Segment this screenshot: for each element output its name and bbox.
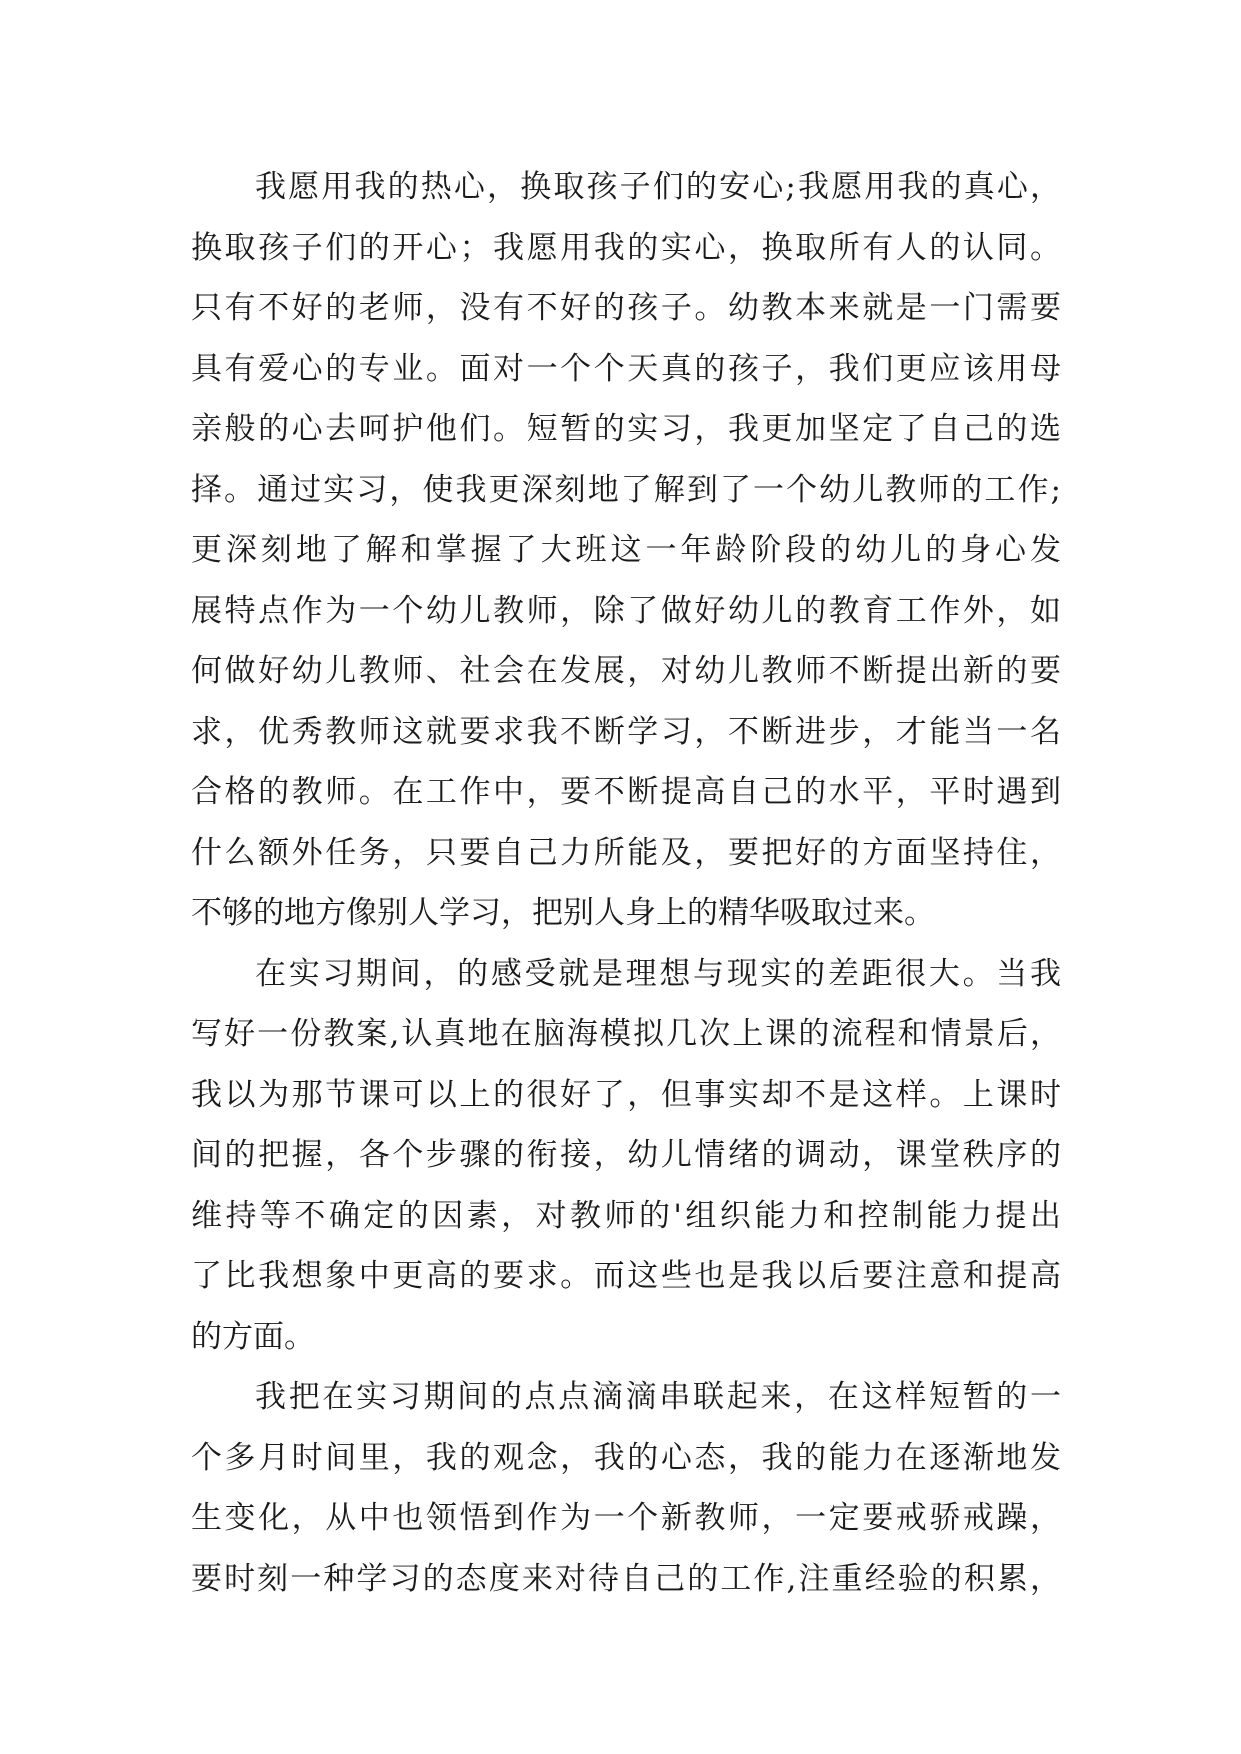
text-line: 维持等不确定的因素，对教师的'组织能力和控制能力提出 [191, 1197, 1061, 1234]
text-line: 要时刻一种学习的态度来对待自己的工作,注重经验的积累， [191, 1560, 1061, 1597]
text-line: 的方面。 [191, 1318, 315, 1355]
text-line: 间的把握，各个步骤的衔接，幼儿情绪的调动，课堂秩序的 [191, 1137, 1061, 1173]
text-line: 亲般的心去呵护他们。短暂的实习，我更加坚定了自己的选 [191, 411, 1061, 447]
text-line: 求，优秀教师这就要求我不断学习，不断进步，才能当一名 [191, 713, 1061, 750]
text-line: 生变化，从中也领悟到作为一个新教师，一定要戒骄戒躁， [191, 1500, 1061, 1536]
text-line: 写好一份教案,认真地在脑海模拟几次上课的流程和情景后， [191, 1016, 1061, 1052]
text-line: 不够的地方像别人学习，把别人身上的精华吸取过来。 [191, 895, 935, 931]
text-line: 在实习期间，的感受就是理想与现实的差距很大。当我 [255, 955, 1061, 992]
text-line: 我愿用我的热心，换取孩子们的安心;我愿用我的真心， [255, 169, 1061, 205]
text-line: 何做好幼儿教师、社会在发展，对幼儿教师不断提出新的要 [191, 653, 1061, 689]
text-line: 择。通过实习，使我更深刻地了解到了一个幼儿教师的工作; [191, 471, 1061, 508]
paragraph [191, 1367, 1061, 1609]
text-line: 个多月时间里，我的观念，我的心态，我的能力在逐渐地发 [191, 1439, 1061, 1476]
text-line: 更深刻地了解和掌握了大班这一年龄阶段的幼儿的身心发 [191, 532, 1061, 568]
document-body [191, 157, 1061, 1609]
paragraph [191, 157, 1061, 944]
text-line: 换取孩子们的开心；我愿用我的实心，换取所有人的认同。 [191, 229, 1061, 266]
paragraph [191, 944, 1061, 1368]
text-line: 什么额外任务，只要自己力所能及，要把好的方面坚持住， [191, 834, 1061, 871]
text-line: 了比我想象中更高的要求。而这些也是我以后要注意和提高 [191, 1258, 1061, 1294]
text-line: 我把在实习期间的点点滴滴串联起来，在这样短暂的一 [255, 1379, 1061, 1415]
text-line: 合格的教师。在工作中，要不断提高自己的水平，平时遇到 [191, 774, 1061, 810]
text-line: 具有爱心的专业。面对一个个天真的孩子，我们更应该用母 [191, 350, 1061, 387]
text-line: 只有不好的老师，没有不好的孩子。幼教本来就是一门需要 [191, 290, 1061, 326]
text-line: 展特点作为一个幼儿教师，除了做好幼儿的教育工作外，如 [191, 592, 1061, 629]
text-line: 我以为那节课可以上的很好了，但事实却不是这样。上课时 [191, 1076, 1061, 1113]
